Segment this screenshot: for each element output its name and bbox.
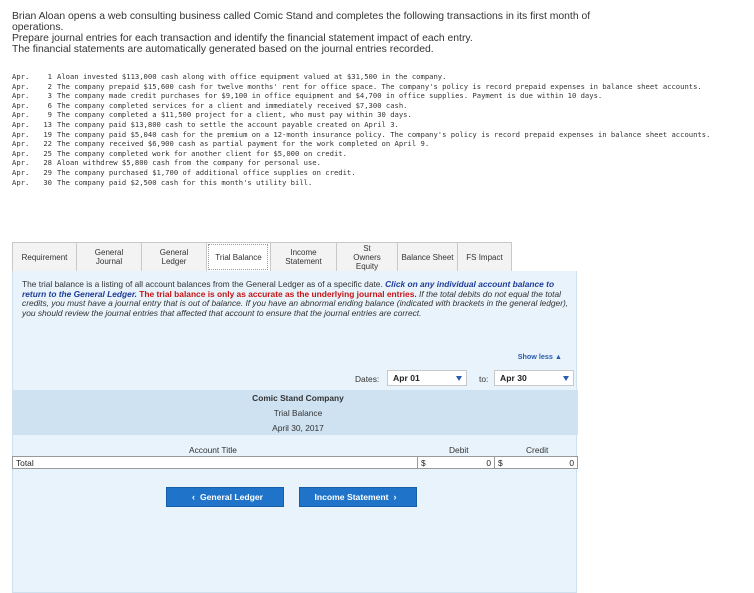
date-from-value: Apr 01 xyxy=(393,373,420,383)
transaction-month: Apr. xyxy=(12,148,30,158)
intro-line-3: The financial statements are automatically generated based on the journal entries recorded. xyxy=(12,44,434,55)
prev-button-label: General Ledger xyxy=(199,492,264,502)
trial-balance-panel xyxy=(12,271,577,593)
tab-bar xyxy=(12,242,512,272)
tab-balance-sheet[interactable]: Balance Sheet xyxy=(397,242,457,272)
transaction-row xyxy=(12,91,747,101)
transaction-day: 22 xyxy=(43,139,52,149)
transaction-row xyxy=(12,139,747,149)
statement-date: April 30, 2017 xyxy=(272,423,324,433)
transaction-day: 25 xyxy=(43,148,52,158)
total-label: Total xyxy=(16,458,34,468)
transaction-day: 28 xyxy=(43,158,52,168)
transaction-day: 29 xyxy=(43,167,52,177)
transaction-day: 30 xyxy=(43,177,52,187)
total-row xyxy=(12,456,578,469)
transaction-month: Apr. xyxy=(12,139,30,149)
total-debit-cell xyxy=(417,457,494,468)
transaction-month: Apr. xyxy=(12,119,30,129)
transaction-day: 3 xyxy=(47,91,52,101)
transaction-row xyxy=(12,130,747,140)
transaction-month: Apr. xyxy=(12,177,30,187)
transaction-text: The company made credit purchases for $9,100 in office equipment and $4,700 in office supplies. Payment is due within 10 days. xyxy=(57,91,603,101)
transaction-row xyxy=(12,82,747,92)
company-name: Comic Stand Company xyxy=(252,393,344,403)
transaction-day: 19 xyxy=(43,129,52,139)
tab-fs-impact[interactable]: FS Impact xyxy=(457,242,512,272)
col-debit: Debit xyxy=(449,445,469,455)
intro-line-1: Brian Aloan opens a web consulting business called Comic Stand and completes the following transactions in its first month of operations. xyxy=(12,11,591,33)
col-credit: Credit xyxy=(526,445,549,455)
transaction-text: The company received $6,900 cash as partial payment for the work completed on April 9. xyxy=(57,139,430,149)
instructions-note xyxy=(22,280,572,318)
transaction-day: 1 xyxy=(47,72,52,81)
transaction-month: Apr. xyxy=(12,110,30,120)
date-to-select[interactable] xyxy=(494,370,574,386)
general-ledger-button[interactable] xyxy=(166,487,284,507)
credit-currency: $ xyxy=(498,458,503,468)
intro-line-2: Prepare journal entries for each transaction and identify the financial statement impact of each entry. xyxy=(12,33,473,44)
tab-general-journal[interactable]: General Journal xyxy=(76,242,141,272)
transaction-month: Apr. xyxy=(12,129,30,139)
tab-st-owners-equity[interactable]: St Owners Equity xyxy=(336,242,397,272)
transaction-text: The company paid $5,040 cash for the premium on a 12-month insurance policy. The company's policy is record prepaid expenses in balance sheet accounts. xyxy=(57,129,711,139)
note-warning: The trial balance is only as accurate as the underlying journal entries. xyxy=(136,288,417,299)
problem-intro xyxy=(12,11,632,55)
transaction-text: Aloan invested $113,000 cash along with office equipment valued at $31,500 in the company. xyxy=(57,72,447,81)
col-account-title: Account Title xyxy=(189,445,237,455)
next-button-label: Income Statement xyxy=(314,492,389,502)
transaction-row xyxy=(12,149,747,159)
transaction-text: The company completed a $11,500 project for a client, who must pay within 30 days. xyxy=(57,110,412,120)
statement-title: Trial Balance xyxy=(273,408,323,418)
income-statement-button[interactable] xyxy=(299,487,417,507)
transaction-month: Apr. xyxy=(12,158,30,168)
chevron-left-icon: ‹ xyxy=(191,492,195,502)
transaction-text: The company completed services for a client and immediately received $7,300 cash. xyxy=(57,100,408,110)
transaction-row xyxy=(12,168,747,178)
chevron-down-icon xyxy=(456,376,462,381)
note-link-text: Click on any individual account balance to return to the General Ledger. xyxy=(22,279,555,299)
transaction-row xyxy=(12,158,747,168)
transaction-month: Apr. xyxy=(12,100,30,110)
transaction-text: Aloan withdrew $5,800 cash from the company for personal use. xyxy=(57,158,321,168)
transaction-day: 2 xyxy=(47,81,52,91)
to-label: to: xyxy=(479,374,489,384)
transaction-month: Apr. xyxy=(12,72,30,81)
tab-general-ledger[interactable]: General Ledger xyxy=(141,242,206,272)
transaction-row xyxy=(12,120,747,130)
transaction-text: The company paid $13,800 cash to settle the account payable created on April 3. xyxy=(57,119,399,129)
transaction-month: Apr. xyxy=(12,167,30,177)
show-less-link[interactable]: Show less ▲ xyxy=(517,352,562,361)
transaction-text: The company paid $2,500 cash for this month's utility bill. xyxy=(57,177,313,187)
note-italic: If the total debits do not equal the total credits, you must have a journal entry that is out of balance. If you have an abnormal ending balance (indicated with brackets in the general ledger), you should review the journal entries that affected that account to ensure that the journal entries are correct. xyxy=(22,288,569,318)
transaction-month: Apr. xyxy=(12,81,30,91)
tab-requirement[interactable]: Requirement xyxy=(12,242,76,272)
tab-income-statement[interactable]: Income Statement xyxy=(270,242,336,272)
transaction-month: Apr. xyxy=(12,91,30,101)
chevron-right-icon: › xyxy=(393,492,397,502)
transaction-row xyxy=(12,178,747,188)
debit-currency: $ xyxy=(421,458,426,468)
transaction-text: The company prepaid $15,600 cash for twelve months' rent for office space. The company's policy is record prepaid expenses in balance sheet accounts. xyxy=(57,81,702,91)
date-from-select[interactable] xyxy=(387,370,467,386)
transaction-day: 6 xyxy=(47,100,52,110)
total-debit-value: 0 xyxy=(486,458,491,468)
total-credit-cell xyxy=(494,457,577,468)
transaction-row xyxy=(12,110,747,120)
transaction-text: The company completed work for another client for $5,000 on credit. xyxy=(57,148,347,158)
note-text: The trial balance is a listing of all account balances from the General Ledger as of a specific date. xyxy=(22,279,386,289)
total-credit-value: 0 xyxy=(569,458,574,468)
chevron-down-icon xyxy=(563,376,569,381)
transaction-text: The company purchased $1,700 of additional office supplies on credit. xyxy=(57,167,356,177)
transaction-row xyxy=(12,72,747,82)
transaction-day: 13 xyxy=(43,119,52,129)
transaction-day: 9 xyxy=(47,110,52,120)
dates-label: Dates: xyxy=(355,374,380,384)
transaction-list xyxy=(12,72,747,187)
transaction-row xyxy=(12,101,747,111)
date-to-value: Apr 30 xyxy=(500,373,527,383)
tab-trial-balance[interactable]: Trial Balance xyxy=(206,242,270,272)
trial-balance-header xyxy=(13,390,578,435)
